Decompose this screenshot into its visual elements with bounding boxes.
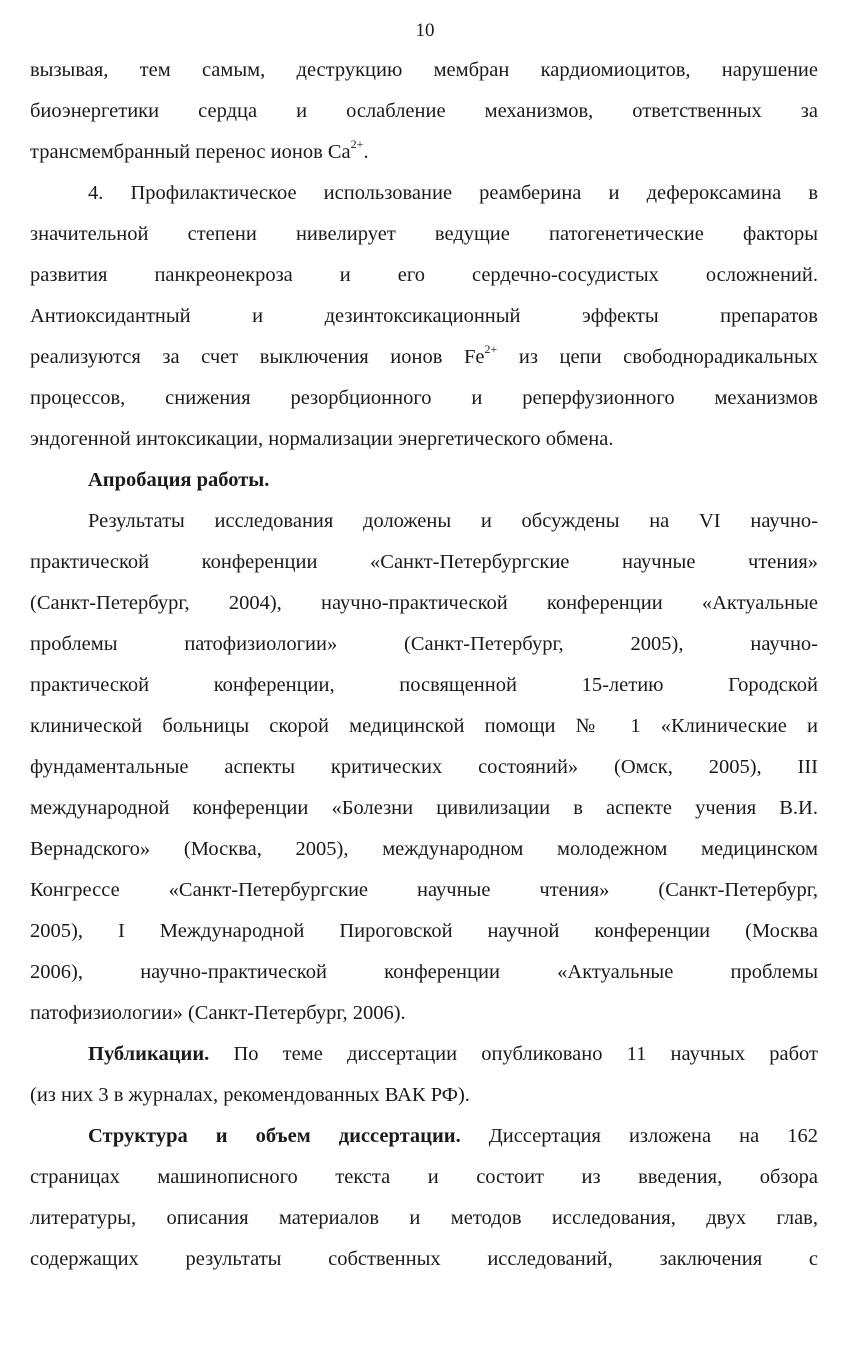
text-line bbox=[30, 263, 818, 287]
section-heading bbox=[88, 468, 818, 492]
text-line bbox=[30, 386, 818, 410]
text-line bbox=[88, 509, 818, 533]
line-text: практической конференции, посвященной 15-летию Городской bbox=[30, 674, 818, 696]
text-line bbox=[30, 755, 818, 779]
line-text: литературы, описания материалов и методов исследования, двух глав, bbox=[30, 1207, 818, 1229]
text-line bbox=[30, 550, 818, 574]
text-line bbox=[30, 796, 818, 820]
text-line bbox=[30, 342, 818, 369]
text-line bbox=[30, 1165, 818, 1189]
line-text: проблемы патофизиологии» (Санкт-Петербург, 2005), научно- bbox=[30, 633, 818, 655]
line-text: реализуются за счет выключения ионов Fe bbox=[30, 346, 485, 368]
line-text: (из них 3 в журналах, рекомендованных ВАК РФ). bbox=[30, 1084, 470, 1106]
line-text: Конгрессе «Санкт-Петербургские научные чтения» (Санкт-Петербург, bbox=[30, 879, 818, 901]
text-line bbox=[30, 878, 818, 902]
text-line bbox=[30, 427, 818, 451]
text-line bbox=[30, 304, 818, 328]
line-text: (Санкт-Петербург, 2004), научно-практической конференции «Актуальные bbox=[30, 592, 818, 614]
text-line bbox=[30, 591, 818, 615]
text-line bbox=[30, 919, 818, 943]
text-line bbox=[30, 632, 818, 656]
text-line bbox=[30, 222, 818, 246]
line-text: страницах машинописного текста и состоит из введения, обзора bbox=[30, 1166, 818, 1188]
text-line bbox=[30, 837, 818, 861]
text-line bbox=[30, 960, 818, 984]
text-line bbox=[88, 1124, 818, 1148]
line-text: 4. Профилактическое использование реамберина и дефероксамина в bbox=[88, 182, 818, 204]
text-line bbox=[30, 714, 818, 738]
line-text: процессов, снижения резорбционного и реперфузионного механизмов bbox=[30, 387, 818, 409]
text-line bbox=[30, 673, 818, 697]
line-text: содержащих результаты собственных исследований, заключения с bbox=[30, 1248, 818, 1270]
line-text: Антиоксидантный и дезинтоксикационный эффекты препаратов bbox=[30, 305, 818, 327]
bold-run-in-heading: Структура и объем диссертации. bbox=[88, 1125, 461, 1147]
text-line bbox=[88, 1042, 818, 1066]
line-text-continued: . bbox=[363, 141, 369, 163]
line-text-continued: из цепи свободнорадикальных bbox=[497, 346, 818, 368]
line-text: 2005), I Международной Пироговской научной конференции (Москва bbox=[30, 920, 818, 942]
text-line bbox=[30, 1001, 818, 1025]
superscript: 2+ bbox=[484, 342, 498, 357]
line-text: трансмембранный перенос ионов Ca bbox=[30, 141, 351, 163]
line-text: патофизиологии» (Санкт-Петербург, 2006). bbox=[30, 1002, 406, 1024]
text-line bbox=[30, 1247, 818, 1271]
line-text: 2006), научно-практической конференции «Актуальные проблемы bbox=[30, 961, 818, 983]
line-text: эндогенной интоксикации, нормализации энергетического обмена. bbox=[30, 428, 614, 450]
line-text: фундаментальные аспекты критических состояний» (Омск, 2005), III bbox=[30, 756, 818, 778]
bold-run-in-heading: Публикации. bbox=[88, 1043, 210, 1065]
line-text: вызывая, тем самым, деструкцию мембран кардиомиоцитов, нарушение bbox=[30, 59, 818, 81]
line-text: международной конференции «Болезни цивилизации в аспекте учения В.И. bbox=[30, 797, 818, 819]
text-line bbox=[30, 99, 818, 123]
page-number: 10 bbox=[415, 20, 435, 41]
superscript: 2+ bbox=[350, 137, 364, 152]
text-line bbox=[88, 181, 818, 205]
text-line bbox=[30, 137, 818, 164]
line-text: значительной степени нивелирует ведущие патогенетические факторы bbox=[30, 223, 818, 245]
line-text: клинической больницы скорой медицинской помощи № 1 «Клинические и bbox=[30, 715, 818, 737]
line-text: Результаты исследования доложены и обсуждены на VI научно- bbox=[88, 510, 818, 532]
line-text: практической конференции «Санкт-Петербургские научные чтения» bbox=[30, 551, 818, 573]
line-text: По теме диссертации опубликовано 11 научных работ bbox=[209, 1043, 818, 1065]
text-line bbox=[30, 58, 818, 82]
line-text: биоэнергетики сердца и ослабление механизмов, ответственных за bbox=[30, 100, 818, 122]
line-text: Диссертация изложена на 162 bbox=[460, 1125, 818, 1147]
text-line bbox=[30, 1083, 818, 1107]
text-line bbox=[30, 1206, 818, 1230]
line-text: Апробация работы. bbox=[88, 469, 270, 491]
line-text: развития панкреонекроза и его сердечно-сосудистых осложнений. bbox=[30, 264, 818, 286]
line-text: Вернадского» (Москва, 2005), международном молодежном медицинском bbox=[30, 838, 818, 860]
